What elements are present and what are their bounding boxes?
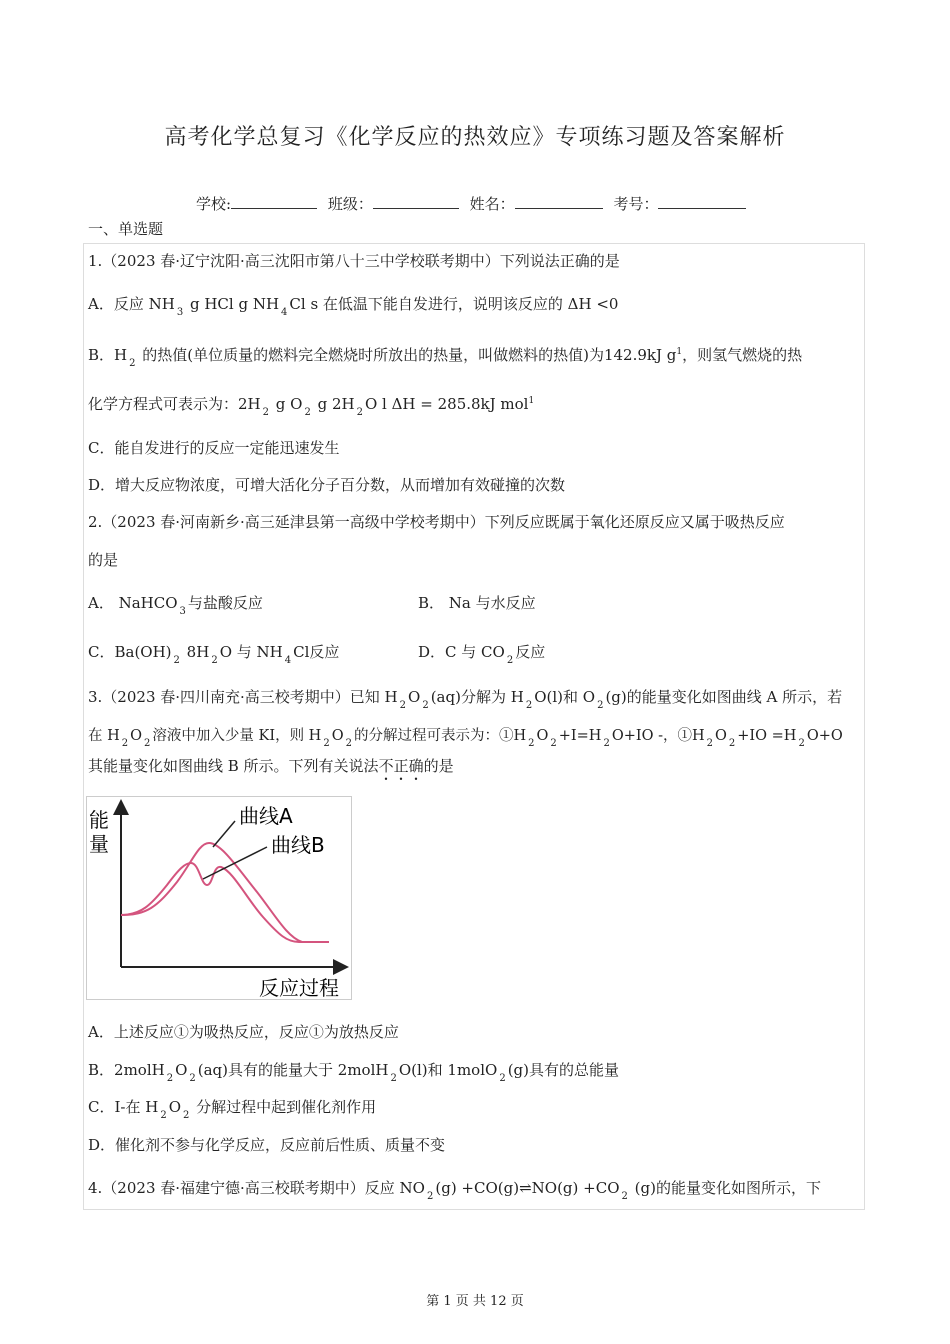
- name-field[interactable]: [515, 194, 603, 209]
- curve-b-pointer: [203, 847, 267, 879]
- curve-b: [121, 863, 329, 942]
- class-field[interactable]: [373, 194, 459, 209]
- q1-option-d: D．增大反应物浓度，可增大活化分子百分数，从而增加有效碰撞的次数: [88, 476, 566, 494]
- q1-option-c: C．能自发进行的反应一定能迅速发生: [88, 439, 340, 457]
- curve-a-pointer: [213, 821, 235, 847]
- y-axis-label-1: 能: [89, 808, 109, 832]
- q3-stem-line3: 其能量变化如图曲线 B 所示。下列有关说法不正确的是: [88, 757, 454, 775]
- curve-a-label: 曲线A: [239, 804, 293, 828]
- name-label: 姓名：: [469, 195, 515, 213]
- number-field[interactable]: [658, 194, 746, 209]
- curve-a: [121, 843, 329, 942]
- q1-option-a: A．反应 NH $_3$ g HCl g NH $_4$ Cl s 在低温下能自发进行，说明该反应的 ΔH <0: [88, 295, 619, 318]
- page-title: 高考化学总复习《化学反应的热效应》专项练习题及答案解析: [164, 125, 786, 150]
- emphasized-text: 不正确: [378, 757, 424, 775]
- q2-option-c: C．Ba(OH) $_2$ 8H $_2$ O 与 NH $_4$ Cl反应: [88, 643, 340, 666]
- q3-option-c: C．I-在 H $_2$ O $_2$ 分解过程中起到催化剂作用: [88, 1098, 377, 1121]
- q3-stem-line2: 在 H $_2$ O $_2$ 溶液中加入少量 KI，则 H $_2$ O $_2$ 的分解过程可表示为：①H $_2$ O $_2$ +I=H $_2$ O+IO -，①H $_2$ O $_2$ +IO =H $_2$ O+O: [88, 728, 843, 749]
- number-label: 考号：: [613, 195, 659, 213]
- q2-stem-cont: 的是: [88, 551, 119, 569]
- school-field[interactable]: [231, 194, 317, 209]
- x-axis-label: 反应过程: [259, 976, 339, 999]
- q2-stem: 2.（2023 春·河南新乡·高三延津县第一高级中学校考期中）下列反应既属于氧化还原反应又属于吸热反应: [88, 513, 785, 531]
- q1-option-b: B．H $_2$ 的热值(单位质量的燃料完全燃烧时所放出的热量，叫做燃料的热值)为142.9kJ $g^1$，则氢气燃烧的热: [88, 346, 803, 369]
- curve-b-label: 曲线B: [271, 833, 325, 857]
- q4-stem: 4.（2023 春·福建宁德·高三校联考期中）反应 NO $_2$ (g) +CO(g)⇌NO(g) +CO $_2$ (g)的能量变化如图所示，下: [88, 1179, 821, 1202]
- section-heading: 一、单选题: [88, 220, 164, 238]
- q1-stem: 1.（2023 春·辽宁沈阳·高三沈阳市第八十三中学校联考期中）下列说法正确的是: [88, 252, 620, 270]
- q2-option-d: D．C 与 CO $_2$ 反应: [418, 643, 546, 666]
- page-footer: 第 1 页 共 12 页: [426, 1294, 524, 1309]
- q1-option-b-equation: 化学方程式可表示为：2H $_2$ g O $_2$ g 2H $_2$ O l ΔH = 285.8kJ mol$^1$: [88, 395, 535, 418]
- energy-diagram: [86, 796, 352, 1000]
- q3-option-d: D．催化剂不参与化学反应，反应前后性质、质量不变: [88, 1136, 446, 1154]
- school-label: 学校:: [196, 195, 232, 213]
- q2-option-a: A． NaHCO $_3$ 与盐酸反应: [88, 594, 263, 617]
- q3-option-b: B．2molH $_2$ O $_2$ (aq)具有的能量大于 2molH $_2$ O(l)和 1molO $_2$ (g)具有的总能量: [88, 1061, 619, 1084]
- q3-stem: 3.（2023 春·四川南充·高三校考期中）已知 H $_2$ O $_2$ (aq)分解为 H $_2$ O(l)和 O $_2$ (g)的能量变化如图曲线 A 所示，若: [88, 688, 843, 711]
- energy-curve-chart: [87, 797, 351, 999]
- y-axis-label-2: 量: [89, 832, 109, 856]
- class-label: 班级：: [327, 195, 373, 213]
- q3-option-a: A．上述反应①为吸热反应，反应①为放热反应: [88, 1023, 399, 1041]
- q2-option-b: B． Na 与水反应: [418, 594, 536, 612]
- student-info-line: [196, 193, 752, 214]
